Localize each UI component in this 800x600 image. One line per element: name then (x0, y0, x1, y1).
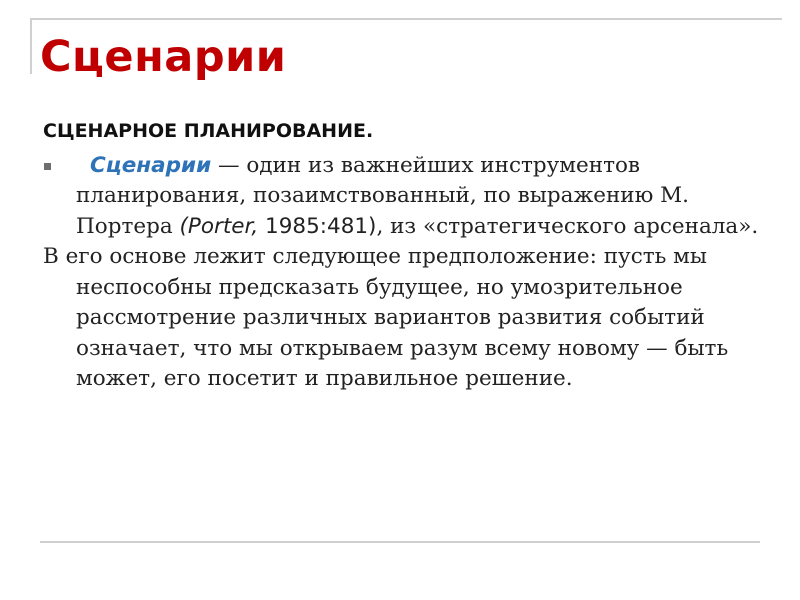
section-heading: СЦЕНАРНОЕ ПЛАНИРОВАНИЕ. (43, 120, 374, 142)
slide-title: Сценарии (40, 32, 287, 82)
bullet-text-end: , из «стратегического арсенала». (376, 213, 759, 239)
top-rule (30, 18, 782, 20)
bullet-citation: 1985:481) (258, 213, 377, 239)
slide-body (43, 116, 773, 395)
bullet-item (43, 151, 773, 243)
bullet-text: — один из важнейших инструментов планирования, позаимствованный, по выражению М. Портера (76, 152, 690, 239)
body-paragraph: В его основе лежит следующее предположение: пусть мы неспособны предсказать будущее, но умозрительное рассмотрение различных вариантов развития событий означает, что мы открываем разум всему новому — быть может, его посетит и правильное решение. (43, 244, 729, 391)
left-rule (30, 18, 32, 74)
bottom-rule (40, 541, 760, 543)
bullet-term: Сценарии (90, 152, 212, 178)
bullet-author: (Porter, (179, 213, 259, 239)
square-bullet-icon (44, 163, 51, 170)
